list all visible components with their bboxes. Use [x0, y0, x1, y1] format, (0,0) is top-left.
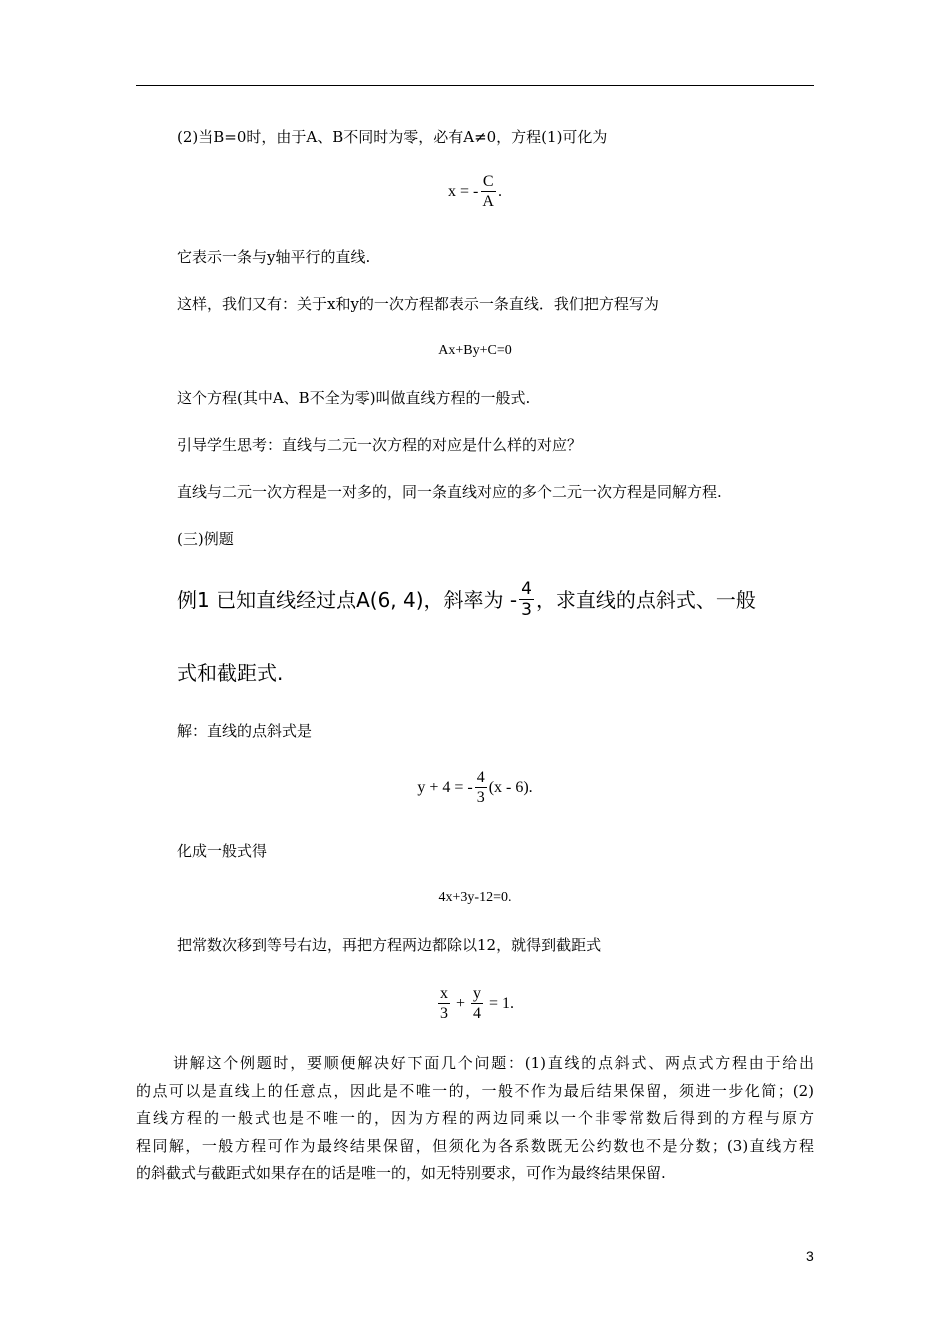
- example-slope-numerator: 4: [521, 579, 532, 599]
- guide-answer: 直线与二元一次方程是一对多的，同一条直线对应的多个二元一次方程是同解方程.: [177, 483, 722, 501]
- eq3-tail: = 1.: [485, 994, 515, 1012]
- example-suffix: ，求直线的点斜式、一般: [535, 587, 756, 612]
- solution-intro: 解：直线的点斜式是: [177, 722, 313, 740]
- eq3-denominator-y: 4: [473, 1005, 481, 1022]
- guide-question: 引导学生思考：直线与二元一次方程的对应是什么样的对应？: [177, 436, 583, 454]
- example-prefix: 例1 已知直线经过点A(6, 4)，斜率为 -: [177, 587, 518, 612]
- eq1-numerator: C: [482, 173, 494, 190]
- eq2-denominator: 3: [476, 789, 485, 806]
- example-slope-fraction: [519, 579, 534, 620]
- example-1-line1: [177, 579, 756, 620]
- example-slope-denominator: 3: [521, 600, 532, 620]
- eq3-plus: +: [451, 994, 469, 1012]
- example-1-line2: 式和截距式.: [177, 661, 284, 685]
- eq3-numerator-x: x: [439, 985, 448, 1002]
- eq2-lhs: y + 4 = -: [417, 778, 473, 796]
- move-constant-text: 把常数次移到等号右边，再把方程两边都除以12，就得到截距式: [177, 936, 602, 954]
- general-result: 4x+3y-12=0.: [438, 890, 512, 905]
- paragraph-line: 程同解，一般方程可作为最终结果保留，但须化为各系数既无公约数也不是分数；(3)直线方程: [136, 1136, 814, 1155]
- eq3-fraction-y: [471, 984, 483, 1023]
- eq3-denominator-x: 3: [439, 1005, 448, 1022]
- header-rule: [136, 85, 814, 86]
- general-definition: 这个方程(其中A、B不全为零)叫做直线方程的一般式.: [177, 389, 531, 407]
- paragraph-line: 的点可以是直线上的任意点，因此是不唯一的，一般不作为最后结果保留，须进一步化简；(2): [136, 1081, 814, 1100]
- point-slope-equation: [0, 768, 950, 807]
- page-number: 3: [806, 1248, 814, 1264]
- eq2-tail: (x - 6).: [488, 778, 533, 796]
- eq2-numerator: 4: [476, 769, 485, 786]
- eq1-lhs: x = -: [448, 182, 479, 200]
- thus-text: 这样，我们又有：关于x和y的一次方程都表示一条直线．我们把方程写为: [177, 295, 659, 313]
- parallel-text: 它表示一条与y轴平行的直线.: [177, 248, 371, 266]
- eq3-numerator-y: y: [473, 985, 481, 1002]
- paragraph-line: 的斜截式与截距式如果存在的话是唯一的，如无特别要求，可作为最终结果保留.: [136, 1164, 666, 1182]
- case2-text: (2)当B=0时，由于A、B不同时为零，必有A≠0，方程(1)可化为: [177, 128, 608, 146]
- eq1-denominator: A: [482, 193, 494, 210]
- eq2-fraction: [475, 768, 487, 807]
- section-heading: (三)例题: [177, 530, 234, 548]
- equation-x: [0, 172, 950, 211]
- eq1-fraction: [480, 172, 496, 211]
- paragraph-line: 直线方程的一般式也是不唯一的，因为方程的两边同乘以一个非零常数后得到的方程与原方: [136, 1109, 814, 1127]
- intercept-equation: [0, 984, 950, 1023]
- explanation-paragraph: [136, 1050, 814, 1188]
- general-equation: Ax+By+C=0: [438, 343, 512, 358]
- to-general-text: 化成一般式得: [177, 842, 268, 860]
- eq1-tail: .: [497, 182, 502, 200]
- eq3-fraction-x: [438, 984, 450, 1023]
- paragraph-line: 讲解这个例题时，要顺便解决好下面几个问题：(1)直线的点斜式、两点式方程由于给出: [173, 1054, 814, 1072]
